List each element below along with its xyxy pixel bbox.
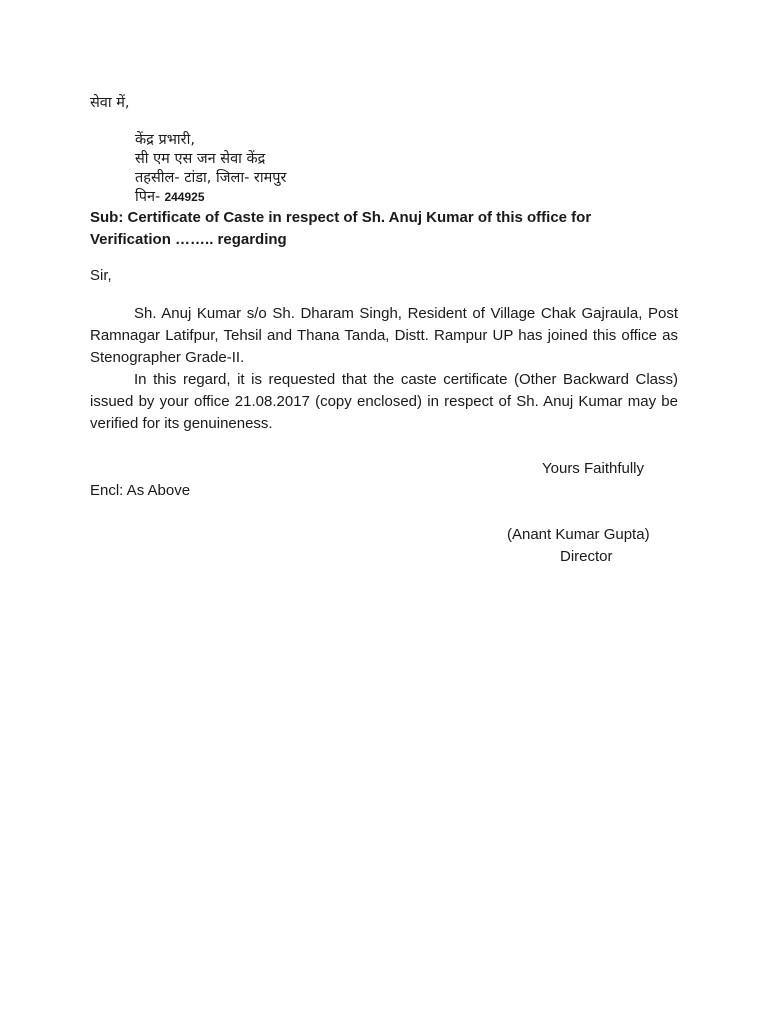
address-line-2: सी एम एस जन सेवा केंद्र [135, 151, 266, 167]
enclosure: Encl: As Above [90, 482, 191, 499]
subject-line-1: Sub: Certificate of Caste in respect of Sh. Anuj Kumar of this office for [90, 209, 592, 226]
salutation-to: सेवा में, [90, 95, 130, 111]
address-pin [135, 187, 205, 207]
pin-value: 244925 [164, 190, 205, 204]
body-paragraph-1-text: Sh. Anuj Kumar s/o Sh. Dharam Singh, Resident of Village Chak Gajraula, Post Ramnagar Latifpur, Tehsil and Thana Tanda, Distt. Rampur UP has joined this office as Stenographer Grade-II. [90, 305, 678, 366]
body-paragraph-2 [90, 369, 678, 435]
signatory-name: (Anant Kumar Gupta) [507, 526, 650, 543]
closing: Yours Faithfully [542, 460, 644, 477]
address-line-3: तहसील- टांडा, जिला- रामपुर [135, 170, 287, 186]
subject-line-2: Verification …….. regarding [90, 231, 287, 248]
address-line-1: केंद्र प्रभारी, [135, 132, 195, 148]
pin-label: पिन- [135, 189, 161, 205]
body-paragraph-1 [90, 303, 678, 369]
signatory-designation: Director [560, 548, 613, 565]
greeting: Sir, [90, 267, 112, 284]
body-paragraph-2-text: In this regard, it is requested that the caste certificate (Other Backward Class) issued by your office 21.08.2017 (copy enclosed) in respect of Sh. Anuj Kumar may be verified for its genuineness. [90, 371, 678, 432]
